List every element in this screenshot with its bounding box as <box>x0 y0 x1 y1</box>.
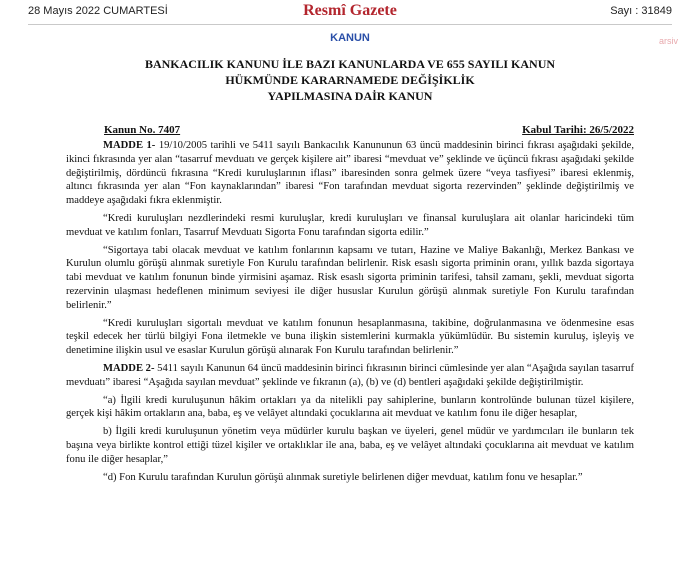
law-body <box>66 139 634 488</box>
article-text: b) İlgili kredi kuruluşunun yönetim veya müdürler kurulu başkan ve üyeleri, genel müdür ve yardımcıları ile bunların tek başına veya birlikte kontrol ettiği tüzel kişiler ve ortaklıklar ile ana, baba, eş ve velâyet altındaki çocuklarına ait mevduat ve katılım fonu ile diğer hesaplar,” <box>66 426 634 465</box>
article-text: “Kredi kuruluşları sigortalı mevduat ve katılım fonunun hesaplanmasına, takibine, doğrulanmasına ve ödenmesine esas teşkil edecek her türlü bilgiyi Fona iletmekle ve buna ilişkin sistemlerini kurmakla yükümlüdür. Bu sistemin kuruluş, işleyiş ve denetimine ilişkin usul ve esaslar Kurulun görüşü alınarak Fon Kurulu tarafından belirlenir.” <box>66 317 634 357</box>
watermark-logo: arsiv <box>658 36 678 46</box>
article-text: “Sigortaya tabi olacak mevduat ve katılım fonlarının kapsamı ve tutarı, Hazine ve Maliye Bakanlığı, Merkez Bankası ve Kurulun olumlu görüşü alınmak suretiyle Fon Kurulu tarafından belirlenir. Risk esaslı sigorta priminin oranı, yıllık bazda sigortaya tabi mevduat ve katılım fonunun binde yirmisini aşamaz. Risk esaslı sigorta priminin tarifesi, tahsil zamanı, şekli, mevduat sigorta rezervinin ulaşması hedeflenen minimum seviyesi ile diğer hususlar Kurulun görüşü alınmak suretiyle Fon Kurulu tarafından belirlenir.” <box>66 244 634 311</box>
article-text: 5411 sayılı Kanunun 64 üncü maddesinin birinci fıkrasının birinci cümlesinde yer alan “Aşağıda sayılan tasarruf mevduatı” ibaresi “Aşağıda sayılan mevduat” şeklinde ve fıkranın (a), (b) ve (d) bentleri aşağıdaki şekilde değiştirilmiştir. <box>66 362 634 388</box>
article-paragraph <box>66 139 634 208</box>
article-paragraph <box>66 362 634 390</box>
law-title-line: YAPILMASINA DAİR KANUN <box>267 89 433 103</box>
article-paragraph <box>66 212 634 240</box>
page-header <box>0 0 700 26</box>
header-date: 28 Mayıs 2022 CUMARTESİ <box>28 5 168 17</box>
issue-number: Sayı : 31849 <box>610 5 672 17</box>
header-divider <box>28 24 672 25</box>
article-text: “Kredi kuruluşları nezdlerindeki resmi kuruluşlar, kredi kuruluşları ve finansal kuruluşlara ait olanlar haricindeki tüm mevduat ve katılım fonları, Tasarruf Mevduatı Sigorta Fonu tarafından sigorta edilir.” <box>66 212 634 238</box>
article-paragraph <box>66 244 634 313</box>
article-paragraph <box>66 471 634 485</box>
article-text: “a) İlgili kredi kuruluşunun hâkim ortakları ya da nitelikli pay sahiplerine, bunların kontrolünde bulunan tüzel kişilere, gerçek kişi hâkim ortakların ana, baba, eş ve velâyet altındaki çocuklarına ait mevduat ve katılım fonu ile diğer hesaplar, <box>66 394 634 420</box>
article-paragraph <box>66 425 634 466</box>
acceptance-date: Kabul Tarihi: 26/5/2022 <box>522 124 634 136</box>
article-heading: MADDE 2- <box>103 362 155 374</box>
law-title <box>0 56 700 104</box>
law-number: Kanun No. 7407 <box>104 124 181 136</box>
article-heading: MADDE 1- <box>103 140 156 151</box>
article-paragraph <box>66 394 634 422</box>
gazette-title: Resmî Gazete <box>303 2 397 19</box>
document-type: KANUN <box>330 32 370 44</box>
article-text: “d) Fon Kurulu tarafından Kurulun görüşü alınmak suretiyle belirlenen diğer mevduat, katılım fonu ve hesaplar.” <box>103 471 583 483</box>
law-title-line: HÜKMÜNDE KARARNAMEDE DEĞİŞİKLİK <box>225 73 475 87</box>
article-paragraph <box>66 317 634 358</box>
article-text: 19/10/2005 tarihli ve 5411 sayılı Bankacılık Kanununun 63 üncü maddesinin birinci fıkrası aşağıdaki şekilde, ikinci fıkrasında yer alan “tasarruf mevduatı ve gerçek kişilere ait” ibaresi “mevduat ve” şeklinde ve üçüncü fıkrası aşağıdaki şekilde değiştirilmiş, dördüncü fıkrasına “Kredi kuruluşlarının iflası” ibaresinden sonra gelmek üzere “veya tasfiyesi” ibaresi eklenmiş, altıncı fıkrasında yer alan “Fon kaynaklarından” ibaresi “Fon tarafından mevduat sigorta rezervinden” şeklinde değiştirilmiş ve maddeye aşağıdaki fıkra eklenmiştir. <box>66 140 635 207</box>
law-title-line: BANKACILIK KANUNU İLE BAZI KANUNLARDA VE 655 SAYILI KANUN <box>144 57 556 71</box>
